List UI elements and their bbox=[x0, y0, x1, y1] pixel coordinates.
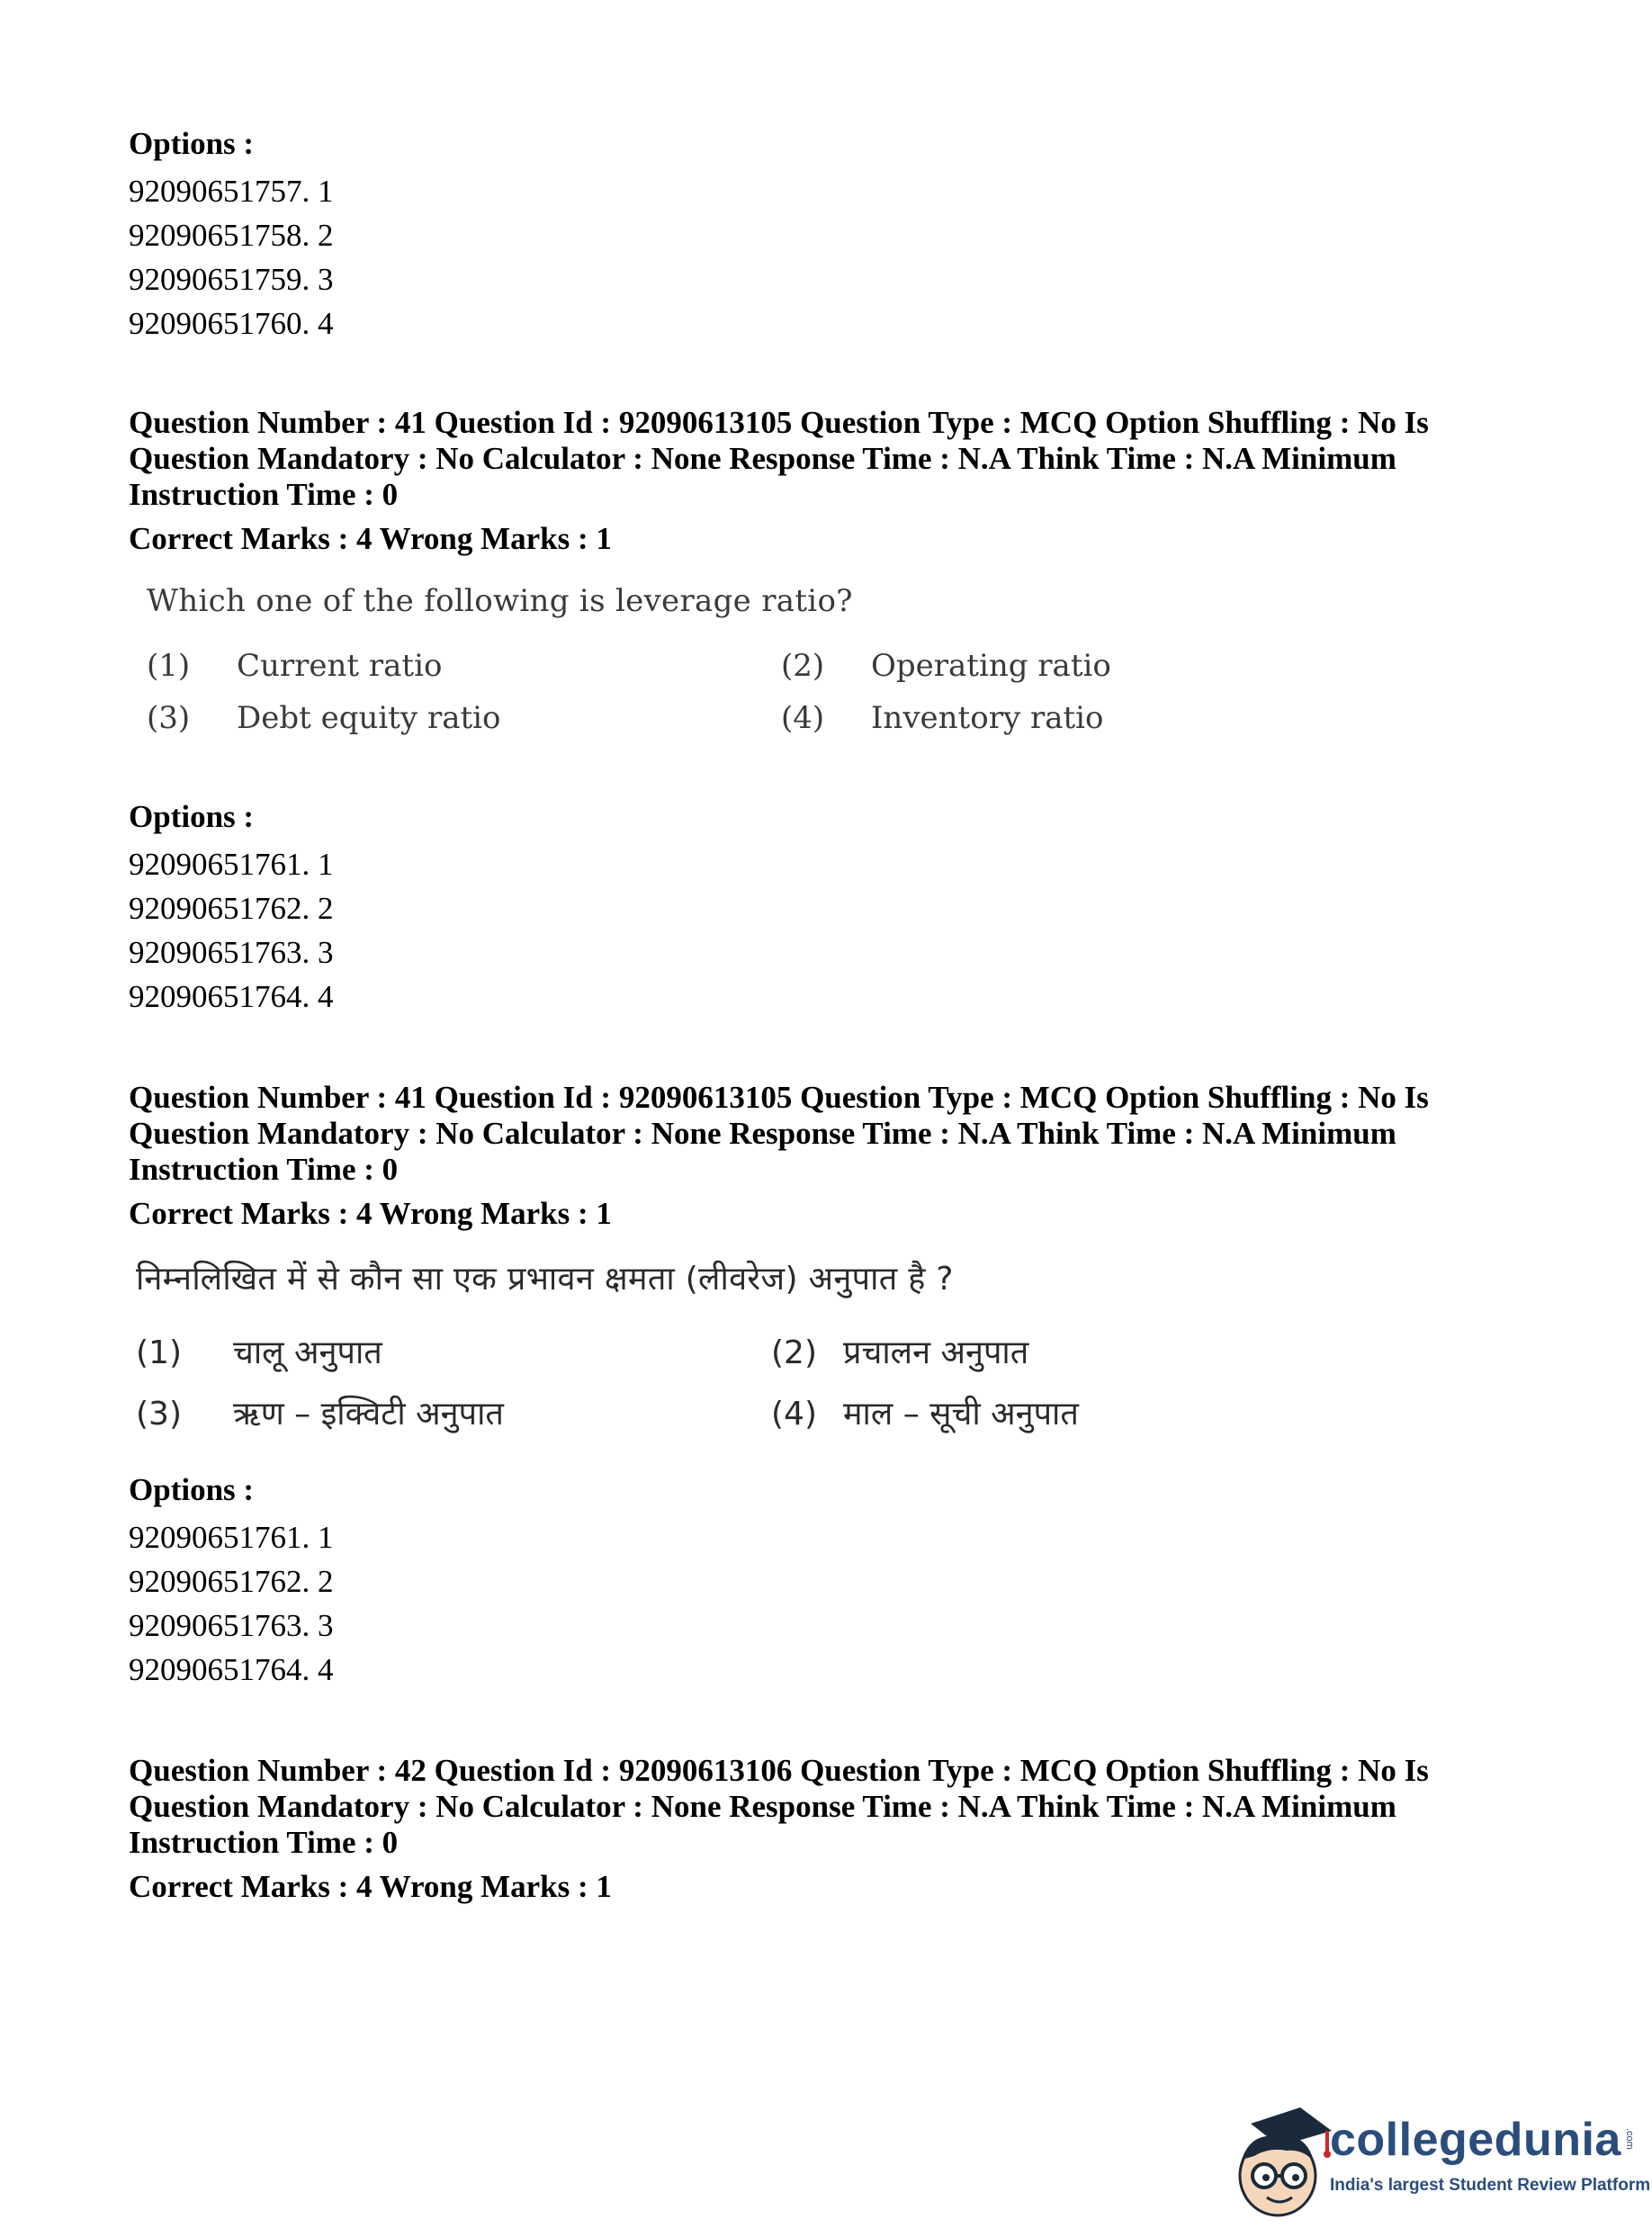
question-meta-line: Question Number : 41 Question Id : 92090613105 Question Type : MCQ Option Shuffling : No Is bbox=[129, 405, 1429, 440]
options-block-q41-english bbox=[129, 799, 1532, 1019]
question-meta-line: Instruction Time : 0 bbox=[129, 477, 399, 512]
question-block-q42 bbox=[129, 1753, 1532, 1905]
question-block-q41-english bbox=[129, 405, 1532, 557]
choice-text: ऋण – इक्विटी अनुपात bbox=[233, 1396, 504, 1433]
choice-number: (3) bbox=[147, 700, 191, 736]
choice-1 bbox=[136, 1329, 382, 1373]
option-id: 92090651762. 2 bbox=[129, 891, 334, 926]
option-id: 92090651763. 3 bbox=[129, 1608, 334, 1643]
choice-number: (4) bbox=[771, 1396, 817, 1433]
choice-text: चालू अनुपात bbox=[233, 1334, 382, 1371]
choice-text: Operating ratio bbox=[871, 648, 1111, 684]
choice-4 bbox=[771, 1390, 1079, 1434]
marks-line: Correct Marks : 4 Wrong Marks : 1 bbox=[129, 1869, 612, 1904]
option-id: 92090651763. 3 bbox=[129, 935, 334, 970]
options-label: Options : bbox=[129, 1472, 255, 1507]
question-stem: निम्नलिखित में से कौन सा एक प्रभावन क्षमता (लीवरेज) अनुपात है ? bbox=[136, 1261, 954, 1298]
option-id: 92090651762. 2 bbox=[129, 1564, 334, 1599]
choice-number: (3) bbox=[136, 1396, 182, 1433]
question-stem: Which one of the following is leverage ratio? bbox=[147, 583, 853, 619]
marks-line: Correct Marks : 4 Wrong Marks : 1 bbox=[129, 521, 612, 556]
options-block-q41-hindi bbox=[129, 1472, 1532, 1692]
choice-number: (2) bbox=[781, 648, 825, 684]
question-meta bbox=[129, 1080, 1478, 1188]
options-label: Options : bbox=[129, 799, 255, 834]
choice-text: Debt equity ratio bbox=[237, 700, 501, 736]
choice-2 bbox=[781, 648, 1111, 684]
option-id: 92090651759. 3 bbox=[129, 262, 334, 297]
question-image-hindi bbox=[136, 1255, 1261, 1435]
logo-tagline: India's largest Student Review Platform bbox=[1330, 2176, 1651, 2195]
choice-number: (1) bbox=[147, 648, 191, 684]
question-image-english bbox=[147, 583, 1226, 745]
choice-1 bbox=[147, 648, 442, 684]
option-id: 92090651761. 1 bbox=[129, 847, 334, 882]
option-id: 92090651758. 2 bbox=[129, 218, 334, 253]
choice-3 bbox=[136, 1390, 504, 1434]
choice-text: प्रचालन अनुपात bbox=[843, 1334, 1029, 1371]
question-meta-line: Question Mandatory : No Calculator : None Response Time : N.A Think Time : N.A Minimum bbox=[129, 1116, 1396, 1151]
question-meta-line: Question Number : 42 Question Id : 92090613106 Question Type : MCQ Option Shuffling : No Is bbox=[129, 1753, 1429, 1788]
question-block-q41-hindi bbox=[129, 1080, 1532, 1232]
question-meta-line: Question Number : 41 Question Id : 92090613105 Question Type : MCQ Option Shuffling : No Is bbox=[129, 1080, 1429, 1115]
option-id: 92090651760. 4 bbox=[129, 306, 334, 341]
choice-number: (2) bbox=[771, 1334, 817, 1371]
logo-suffix: .com bbox=[1624, 2128, 1635, 2150]
question-meta bbox=[129, 1753, 1478, 1861]
collegedunia-logo bbox=[1224, 2097, 1651, 2223]
choice-text: Current ratio bbox=[237, 648, 443, 684]
options-block-q40 bbox=[129, 126, 1532, 346]
option-id: 92090651761. 1 bbox=[129, 1520, 334, 1555]
marks-line: Correct Marks : 4 Wrong Marks : 1 bbox=[129, 1196, 612, 1231]
choice-text: माल – सूची अनुपात bbox=[843, 1396, 1079, 1433]
question-meta bbox=[129, 405, 1478, 513]
question-meta-line: Question Mandatory : No Calculator : None Response Time : N.A Think Time : N.A Minimum bbox=[129, 1789, 1396, 1824]
question-meta-line: Question Mandatory : No Calculator : None Response Time : N.A Think Time : N.A Minimum bbox=[129, 441, 1396, 476]
choice-2 bbox=[771, 1329, 1028, 1373]
option-id: 92090651764. 4 bbox=[129, 1652, 334, 1687]
question-meta-line: Instruction Time : 0 bbox=[129, 1825, 399, 1860]
choice-3 bbox=[147, 700, 500, 736]
question-meta-line: Instruction Time : 0 bbox=[129, 1152, 399, 1187]
choice-text: Inventory ratio bbox=[871, 700, 1104, 736]
choice-4 bbox=[781, 700, 1104, 736]
mascot-icon bbox=[1224, 2097, 1332, 2223]
option-id: 92090651757. 1 bbox=[129, 174, 334, 209]
options-label: Options : bbox=[129, 126, 255, 161]
choice-number: (4) bbox=[781, 700, 825, 736]
option-id: 92090651764. 4 bbox=[129, 979, 334, 1014]
logo-wordmark: collegedunia bbox=[1330, 2114, 1621, 2166]
choice-number: (1) bbox=[136, 1334, 182, 1371]
